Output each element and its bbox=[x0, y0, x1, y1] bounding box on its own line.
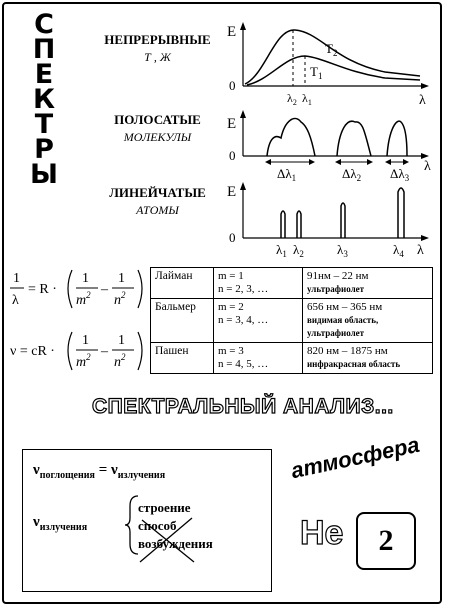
arrowhead bbox=[403, 159, 409, 165]
absorption-equation: $\nu_{поглощения} = \nu_{излучения}$ bbox=[33, 462, 166, 481]
x-axis-arrow bbox=[421, 235, 429, 241]
y-axis-arrow bbox=[240, 182, 246, 190]
label-dl3: $\Delta\lambda_3$ bbox=[390, 166, 410, 183]
f2-num-a: 1 bbox=[82, 333, 89, 348]
label-l4: $\lambda_4$ bbox=[393, 242, 404, 259]
series-name: Пашен bbox=[151, 343, 214, 374]
band-2 bbox=[337, 121, 371, 156]
row-subtitle: АТОМЫ bbox=[136, 203, 179, 217]
axis-label-lambda: λ bbox=[417, 243, 424, 258]
series-region: инфракрасная область bbox=[307, 359, 401, 369]
continuous-spectrum-graph bbox=[225, 20, 435, 110]
spectral-line-4 bbox=[398, 188, 404, 238]
origin-label: 0 bbox=[229, 148, 236, 163]
f1-n: $n^2$ bbox=[114, 290, 126, 308]
title-letter: Е bbox=[34, 59, 54, 90]
table-row bbox=[151, 343, 433, 374]
helium-symbol: Не bbox=[300, 514, 344, 552]
x-axis-arrow bbox=[421, 83, 429, 89]
table-row bbox=[151, 268, 433, 299]
paren-left bbox=[68, 332, 72, 370]
spectral-line-2 bbox=[297, 211, 301, 238]
arrowhead bbox=[335, 159, 341, 165]
f2-m: $m^2$ bbox=[76, 352, 91, 370]
banded-heading bbox=[85, 112, 230, 145]
line-spectrum-graph bbox=[225, 180, 440, 260]
label-l1: $\lambda_1$ bbox=[276, 242, 287, 259]
series-name: Лайман bbox=[151, 268, 214, 299]
row-title: НЕПРЕРЫВНЫЕ bbox=[104, 32, 211, 47]
f1-minus: – bbox=[101, 282, 108, 297]
y-axis-arrow bbox=[240, 22, 246, 30]
line-heading bbox=[85, 185, 230, 218]
label-t1: $T_1$ bbox=[310, 64, 323, 81]
f2-n: $n^2$ bbox=[114, 352, 126, 370]
f2-minus: – bbox=[101, 344, 108, 359]
series-levels: m = 3 n = 4, 5, … bbox=[214, 343, 303, 374]
table-row bbox=[151, 299, 433, 343]
series-region: ультрафиолет bbox=[307, 284, 365, 294]
band-1 bbox=[267, 119, 315, 156]
title-letter: Р bbox=[34, 134, 54, 165]
arrowhead bbox=[367, 159, 373, 165]
vertical-title bbox=[30, 9, 58, 190]
number-box: 2 bbox=[356, 512, 416, 570]
arrowhead bbox=[309, 159, 315, 165]
cross-out-mark bbox=[138, 514, 198, 564]
title-letter: П bbox=[32, 34, 56, 65]
continuous-heading bbox=[85, 32, 230, 65]
origin-label: 0 bbox=[229, 78, 236, 93]
label-dl2: $\Delta\lambda_2$ bbox=[342, 166, 362, 183]
spectral-line-1 bbox=[281, 211, 285, 238]
series-levels: m = 1 n = 2, 3, … bbox=[214, 268, 303, 299]
factor-item: строение bbox=[138, 500, 191, 515]
curve-t1 bbox=[247, 56, 420, 85]
axis-label-e: E bbox=[227, 116, 237, 132]
row-title: ЛИНЕЙЧАТЫЕ bbox=[109, 185, 206, 200]
origin-label: 0 bbox=[229, 230, 236, 245]
f1-num-b: 1 bbox=[118, 271, 125, 286]
f1-eq: = R · bbox=[28, 282, 57, 297]
series-levels: m = 2 n = 3, 4, … bbox=[214, 299, 303, 343]
label-l3: $\lambda_3$ bbox=[337, 242, 348, 259]
axis-label-lambda: λ bbox=[419, 93, 426, 108]
label-lambda2: $\lambda_2$ bbox=[287, 91, 297, 107]
f1-m: $m^2$ bbox=[76, 290, 91, 308]
title-letter: Ы bbox=[30, 159, 58, 190]
title-letter: Т bbox=[34, 109, 54, 140]
series-range: 820 нм – 1875 нм инфракрасная область bbox=[303, 343, 433, 374]
emission-label: $\nu_{излучения}$ bbox=[33, 514, 88, 533]
rydberg-formulas bbox=[6, 262, 148, 382]
axis-label-e: E bbox=[227, 184, 237, 200]
axis-label-lambda: λ bbox=[424, 159, 431, 174]
axis-label-e: E bbox=[227, 24, 237, 40]
f2-left: ν = cR · bbox=[10, 344, 55, 359]
row-subtitle: Т , Ж bbox=[144, 50, 171, 64]
label-dl1: $\Delta\lambda_1$ bbox=[277, 166, 297, 183]
analysis-title: СПЕКТРАЛЬНЫЙ АНАЛИЗ... bbox=[92, 395, 394, 418]
label-l2: $\lambda_2$ bbox=[293, 242, 304, 259]
spectral-line-3 bbox=[341, 203, 345, 238]
label-lambda1: $\lambda_1$ bbox=[302, 91, 312, 107]
f1-one: 1 bbox=[13, 271, 20, 286]
f1-num-a: 1 bbox=[82, 271, 89, 286]
paren-right bbox=[138, 270, 142, 308]
title-letter: К bbox=[32, 84, 56, 115]
series-range: 91нм – 22 нм ультрафиолет bbox=[303, 268, 433, 299]
f1-lambda: λ bbox=[12, 293, 19, 308]
row-title: ПОЛОСАТЫЕ bbox=[114, 112, 201, 127]
arrowhead bbox=[385, 159, 391, 165]
arrowhead bbox=[265, 159, 271, 165]
factor-item: способ bbox=[138, 518, 177, 533]
series-range: 656 нм – 365 нм видимая область, ультрафиолет bbox=[303, 299, 433, 343]
banded-spectrum-graph bbox=[225, 108, 440, 184]
paren-right bbox=[138, 332, 142, 370]
series-region: видимая область, ультрафиолет bbox=[307, 315, 379, 338]
y-axis-arrow bbox=[240, 110, 246, 118]
f2-num-b: 1 bbox=[118, 333, 125, 348]
label-t2: $T_2$ bbox=[325, 41, 338, 58]
paren-left bbox=[68, 270, 72, 308]
band-3 bbox=[387, 121, 407, 156]
title-letter: С bbox=[34, 9, 54, 40]
factor-item: возбуждения bbox=[138, 536, 213, 551]
series-name: Бальмер bbox=[151, 299, 214, 343]
row-subtitle: МОЛЕКУЛЫ bbox=[123, 130, 192, 144]
atmosphere-label: атмосфера bbox=[288, 431, 422, 484]
spectral-series-table bbox=[150, 267, 433, 374]
